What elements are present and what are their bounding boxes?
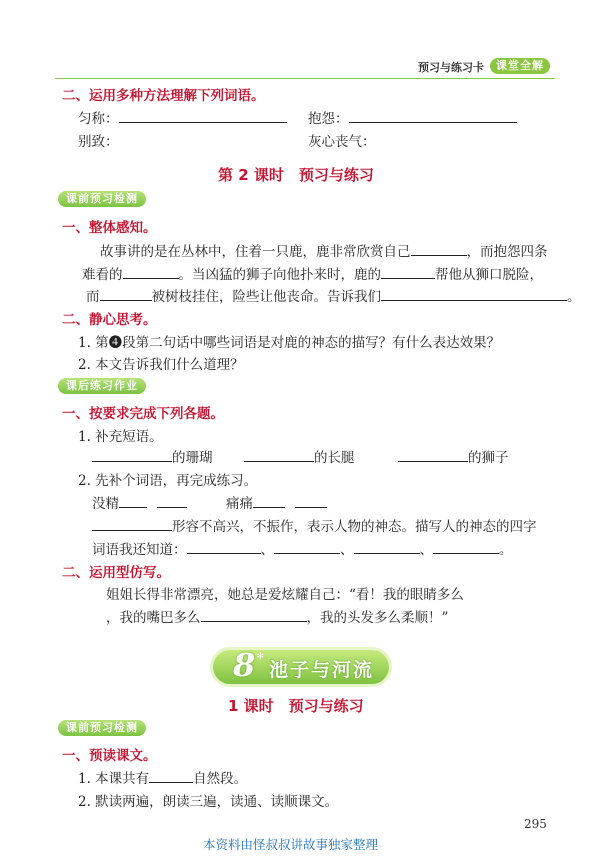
vocab-word: 抱怨： — [308, 111, 349, 127]
text: 。 — [499, 542, 513, 558]
text: 难看的 — [82, 267, 123, 283]
phrase-1 — [92, 446, 213, 466]
phrase-3 — [398, 446, 509, 466]
text: 、 — [260, 542, 274, 558]
word-fill-1 — [92, 492, 187, 512]
text: 词语我还知道： — [92, 542, 187, 558]
answer-blank[interactable] — [149, 782, 193, 783]
header-title: 预习与练习卡 — [418, 61, 484, 74]
answer-blank[interactable] — [354, 553, 420, 554]
vocab-item-4 — [308, 130, 376, 150]
vocab-item-3 — [78, 130, 119, 150]
lesson-star: * — [257, 651, 264, 666]
text: 的长腿 — [314, 450, 355, 466]
answer-blank[interactable] — [187, 553, 261, 554]
section-heading-overview: 一、整体感知。 — [62, 220, 157, 236]
text: 故事讲的是在丛林中，住着一只鹿，鹿非常欣赏自己 — [100, 244, 411, 260]
question-2: 2. 本文告诉我们什么道理？ — [78, 357, 244, 373]
task-2-line-b — [92, 538, 513, 558]
footer-note: 本资料由怪叔叔讲故事独家整理 — [203, 837, 379, 852]
section-heading-tasks: 一、按要求完成下列各题。 — [62, 406, 224, 422]
text: 。 — [567, 289, 581, 305]
imitate-line-2 — [106, 606, 448, 626]
text: 的狮子 — [468, 450, 509, 466]
answer-blank[interactable] — [119, 122, 287, 123]
phrase-2 — [244, 446, 355, 466]
answer-blank[interactable] — [92, 461, 172, 462]
pre-class-badge-2: 课前预习检测 — [58, 720, 146, 736]
vocab-word: 匀称： — [78, 111, 119, 127]
vocab-word: 别致： — [78, 134, 119, 150]
vocab-item-1 — [78, 107, 287, 127]
text: 而 — [86, 289, 100, 305]
answer-blank[interactable] — [411, 255, 467, 256]
text: 1. 本课共有 — [78, 771, 150, 787]
answer-blank[interactable] — [201, 621, 307, 622]
text: 被树枝挂住，险些让他丧命。告诉我们 — [151, 289, 381, 305]
after-class-badge: 课后练习作业 — [58, 378, 146, 394]
preread-q1 — [78, 767, 247, 787]
answer-blank[interactable] — [157, 507, 187, 508]
imitate-line-1: 姐姐长得非常漂亮，她总是爱炫耀自己：“看！我的眼睛多么 — [106, 587, 464, 603]
section-heading-imitate: 二、运用型仿写。 — [62, 565, 170, 581]
vocab-word: 灰心丧气： — [308, 134, 376, 150]
answer-blank[interactable] — [349, 122, 517, 123]
text: 帮他从狮口脱险， — [435, 267, 543, 283]
answer-blank[interactable] — [244, 461, 314, 462]
answer-blank[interactable] — [100, 300, 152, 301]
header-badge: 课堂全解 — [490, 58, 550, 74]
text: 。当凶猛的狮子向他扑来时，鹿的 — [178, 267, 381, 283]
text: ，我的嘴巴多么 — [106, 610, 201, 626]
answer-blank[interactable] — [381, 278, 435, 279]
section-heading-think: 二、静心思考。 — [62, 312, 157, 328]
task-2-line-a — [92, 515, 537, 535]
answer-blank[interactable] — [274, 553, 340, 554]
text: ，而抱怨四条 — [466, 244, 548, 260]
answer-blank[interactable] — [398, 461, 468, 462]
section-heading-vocabulary: 二、运用多种方法理解下列词语。 — [62, 88, 265, 104]
text: 没精 — [92, 496, 119, 512]
answer-blank[interactable] — [253, 507, 285, 508]
page-number: 295 — [524, 817, 547, 831]
header-rule — [55, 78, 555, 79]
answer-blank[interactable] — [119, 507, 147, 508]
lesson-banner — [213, 646, 389, 684]
story-line-3 — [86, 285, 581, 305]
text: 形容不高兴，不振作，表示人物的神态。描写人的神态的四字 — [172, 519, 537, 535]
answer-blank[interactable] — [433, 553, 499, 554]
story-line-1 — [100, 240, 548, 260]
text: 的珊瑚 — [172, 450, 213, 466]
word-fill-2 — [226, 492, 327, 512]
text: ，我的头发多么柔顺！” — [306, 610, 449, 626]
answer-blank[interactable] — [295, 507, 327, 508]
question-1: 1. 第❹段第二句话中哪些词语是对鹿的神态的描写？有什么表达效果？ — [78, 335, 501, 351]
text: 、 — [419, 542, 433, 558]
section-heading-preread: 一、预读课文。 — [62, 748, 157, 764]
task-2-label: 2. 先补个词语，再完成练习。 — [78, 473, 258, 489]
text: 自然段。 — [193, 771, 248, 787]
pre-class-badge: 课前预习检测 — [58, 191, 146, 207]
answer-blank[interactable] — [381, 300, 567, 301]
lesson-number: 8 — [233, 646, 256, 684]
text: 、 — [340, 542, 354, 558]
lesson-title-2: 1 课时 预习与练习 — [228, 697, 364, 715]
answer-blank[interactable] — [92, 530, 172, 531]
story-line-2 — [82, 263, 543, 283]
task-1-label: 1. 补充短语。 — [78, 429, 163, 445]
answer-blank[interactable] — [123, 278, 179, 279]
lesson-title: 第 2 课时 预习与练习 — [218, 166, 374, 184]
vocab-item-2 — [308, 107, 517, 127]
preread-q2: 2. 默读两遍，朗读三遍，读通、读顺课文。 — [78, 794, 339, 810]
lesson-banner-title: 池子与河流 — [269, 659, 375, 681]
text: 痛痛 — [226, 496, 253, 512]
